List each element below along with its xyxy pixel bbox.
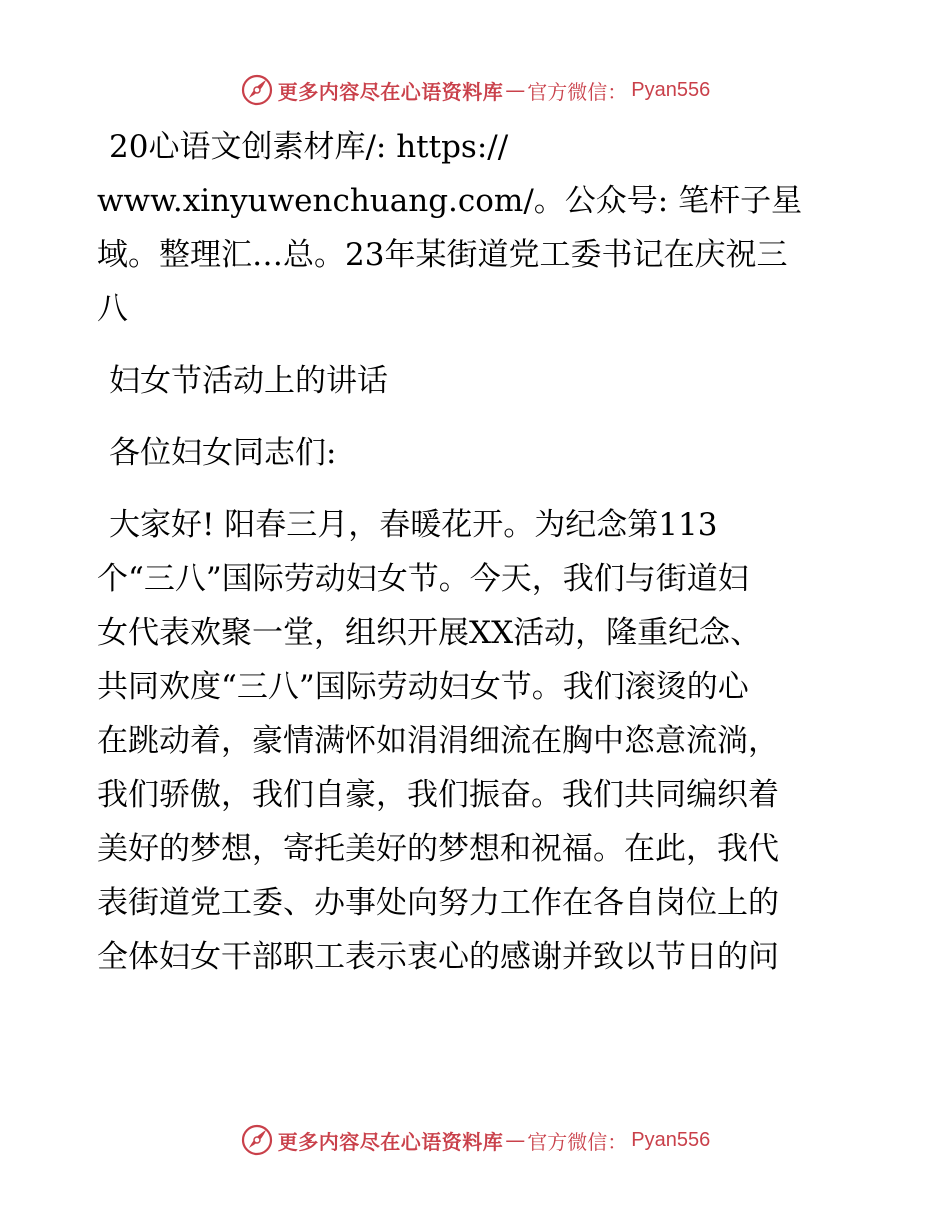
body-line-2: www.xinyuwenchuang.com/。公众号: 笔杆子星 — [97, 183, 803, 219]
watermark-text — [278, 1126, 710, 1155]
body-para-line-2: 个“三八”国际劳动妇女节。今天，我们与街道妇 — [97, 561, 749, 597]
body-para-line-4: 共同欢度“三八”国际劳动妇女节。我们滚烫的心 — [97, 669, 749, 705]
body-line-4: 八 — [97, 291, 128, 327]
body-para-line-5: 在跳动着，豪情满怀如涓涓细流在胸中恣意流淌， — [97, 723, 779, 759]
watermark-separator: — — [505, 1128, 526, 1152]
watermark-wechat-id: Pyan556 — [631, 1128, 711, 1151]
body-line-3: 域。整理汇…总。23年某街道党工委书记在庆祝三 — [97, 237, 788, 273]
watermark-wechat-label: 官方微信： — [527, 1129, 628, 1154]
watermark-separator: — — [505, 78, 526, 102]
body-para-line-1: 大家好! 阳春三月，春暖花开。为纪念第113 — [109, 507, 718, 543]
footer-watermark — [0, 1120, 950, 1160]
quill-seal-icon — [240, 73, 274, 107]
watermark-main-text: 更多内容尽在心语资料库 — [277, 1129, 504, 1154]
salutation: 各位妇女同志们: — [109, 435, 337, 471]
body-para-line-9: 全体妇女干部职工表示衷心的感谢并致以节日的问 — [97, 939, 779, 975]
watermark-wechat-label: 官方微信： — [527, 79, 628, 104]
body-para-line-7: 美好的梦想，寄托美好的梦想和祝福。在此，我代 — [97, 831, 779, 867]
document-body — [97, 120, 857, 984]
watermark-wechat-id: Pyan556 — [631, 78, 711, 101]
watermark-main-text: 更多内容尽在心语资料库 — [277, 79, 504, 104]
body-para-line-8: 表街道党工委、办事处向努力工作在各自岗位上的 — [97, 885, 779, 921]
body-line-1: 20心语文创素材库/: https:// — [109, 129, 509, 165]
header-watermark — [0, 70, 950, 110]
watermark-text — [278, 76, 710, 105]
speech-title: 妇女节活动上的讲话 — [109, 363, 388, 399]
body-para-line-6: 我们骄傲，我们自豪，我们振奋。我们共同编织着 — [97, 777, 779, 813]
body-para-line-3: 女代表欢聚一堂，组织开展XX活动，隆重纪念、 — [97, 615, 762, 651]
quill-seal-icon — [240, 1123, 274, 1157]
